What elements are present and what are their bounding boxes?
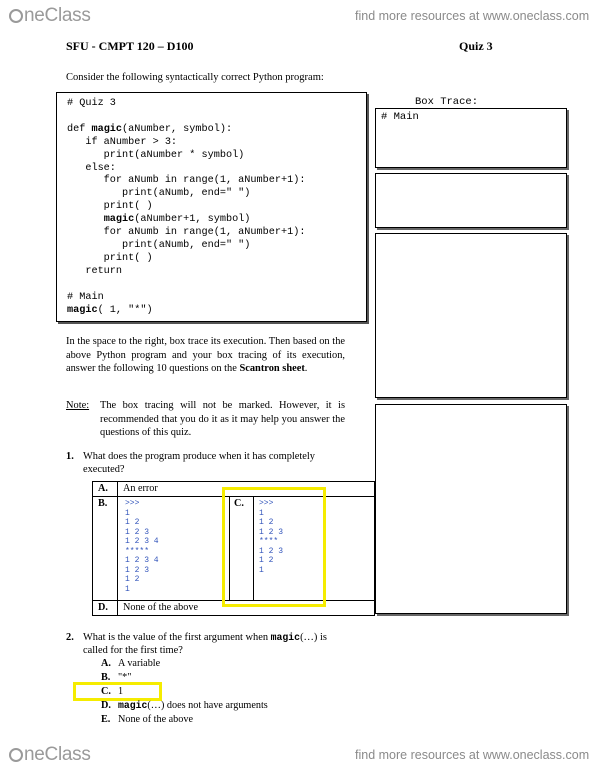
q2-option-b-text: "*" bbox=[118, 672, 132, 683]
box-trace-title: Box Trace: bbox=[415, 96, 479, 108]
q1-option-c-output: >>> 1 1 2 1 2 3 **** 1 2 3 1 2 1 bbox=[259, 499, 284, 575]
course-title: SFU - CMPT 120 – D100 bbox=[66, 39, 194, 53]
code-listing: # Quiz 3 def magic(aNumber, symbol): if aNumber > 3: print(aNumber * symbol) else: for aNumb in range(1, aNumber+1): print(aNumb, end=" ") print( ) magic(aNumber+1, symbol) for aNumb in range(1, aNumber+1): print(aNumb, end=" ") print( ) return # Main magic( 1, "*") bbox=[67, 98, 306, 316]
q2-option-e-text: None of the above bbox=[118, 714, 193, 725]
oneclass-footer-logo: neClass bbox=[9, 744, 91, 766]
q2-option-a-text: A variable bbox=[118, 658, 161, 669]
q1-option-d-label: D. bbox=[98, 602, 108, 613]
q1-option-b-label: B. bbox=[98, 498, 108, 509]
q1-option-d-text: None of the above bbox=[123, 602, 198, 613]
q1-answer-highlight bbox=[222, 487, 326, 607]
oneclass-logo: neClass bbox=[9, 5, 91, 27]
q1-option-b-output: >>> 1 1 2 1 2 3 1 2 3 4 ***** 1 2 3 4 1 2 3 1 2 1 bbox=[125, 499, 159, 594]
q2-option-c-text: 1 bbox=[118, 686, 124, 697]
q2-option-c-label: C. bbox=[101, 686, 111, 697]
q2-text: What is the value of the first argument when magic(…) is called for the first time? bbox=[83, 632, 327, 656]
q2-option-b-label: B. bbox=[101, 672, 111, 683]
q1-option-a-text: An error bbox=[123, 483, 158, 494]
q1-option-a-label: A. bbox=[98, 483, 108, 494]
note-label: Note: bbox=[66, 400, 90, 411]
intro-text: Consider the following syntactically correct Python program: bbox=[66, 72, 324, 83]
q1-number: 1. bbox=[66, 451, 74, 462]
oneclass-o-icon bbox=[9, 9, 23, 23]
note-text: The box tracing will not be marked. However, it is recommended that you do it as it may help you answer the questions of this quiz. bbox=[100, 400, 345, 439]
trace-main-label: # Main bbox=[381, 111, 419, 123]
q2-option-a-label: A. bbox=[101, 658, 111, 669]
header-tagline: find more resources at www.oneclass.com bbox=[355, 9, 590, 23]
q1-text: What does the program produce when it has completely executed? bbox=[83, 451, 315, 475]
trace-box-main bbox=[375, 108, 567, 168]
q1-option-c-label: C. bbox=[234, 498, 244, 509]
trace-box-4 bbox=[375, 404, 567, 614]
quiz-title: Quiz 3 bbox=[459, 39, 493, 53]
code-box bbox=[56, 92, 367, 322]
oneclass-footer-o-icon bbox=[9, 748, 23, 762]
q2-option-d-label: D. bbox=[101, 700, 111, 711]
footer-tagline: find more resources at www.oneclass.com bbox=[355, 748, 590, 762]
instructions-paragraph: In the space to the right, box trace its execution. Then based on the above Python program and your box tracing of its execution, answer the following 10 questions on the Scantron sheet. bbox=[66, 336, 345, 375]
trace-box-3 bbox=[375, 233, 567, 398]
q2-number: 2. bbox=[66, 632, 74, 643]
trace-box-2 bbox=[375, 173, 567, 228]
q2-option-d-text: magic(…) does not have arguments bbox=[118, 700, 268, 711]
q2-option-e-label: E. bbox=[101, 714, 111, 725]
